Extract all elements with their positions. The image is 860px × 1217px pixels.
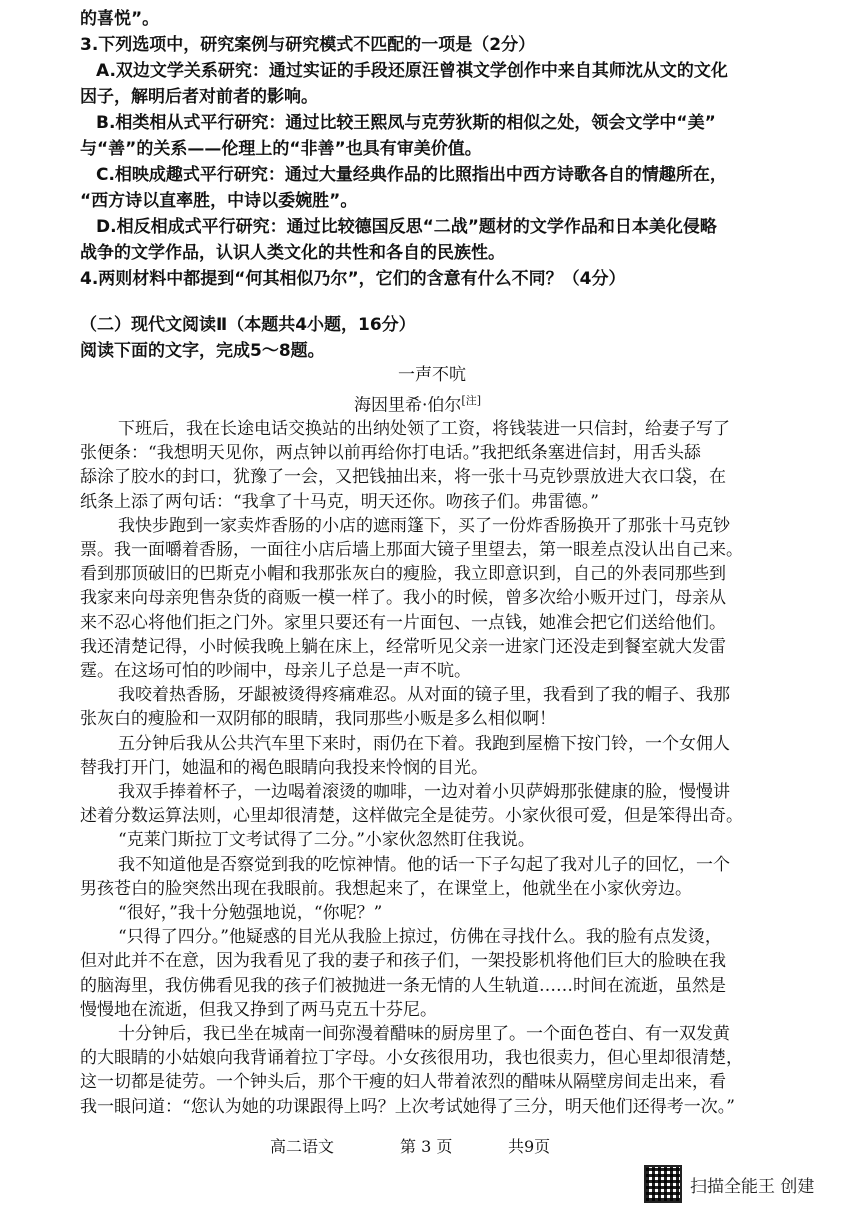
note-mark: [注] [461,394,481,407]
passage-line: 我不知道他是否察觉到我的吃惊神情。他的话一下子勾起了我对儿子的回忆，一个 [118,854,730,875]
passage-line: “只得了四分。”他疑惑的目光从我脸上掠过，仿佛在寻找什么。我的脸有点发烫， [118,927,722,948]
passage-line: “很好，”我十分勉强地说，“你呢？” [118,903,383,923]
passage-line: 五分钟后我从公共汽车里下来时，雨仍在下着。我跑到屋檐下按门铃，一个女佣人 [118,733,730,754]
passage-line: “克莱门斯拉丁文考试得了二分。”小家伙忽然盯住我说。 [118,830,535,851]
option-a: A.双边文学关系研究：通过实证的手段还原汪曾祺文学创作中来自其师沈从文的文化 [96,61,728,81]
option-d-cont: 战争的文学作品，认识人类文化的共性和各自的民族性。 [80,243,505,263]
question-3: 3.下列选项中，研究案例与研究模式不匹配的一项是（2分） [80,35,536,55]
passage-line: 张便条：“我想明天见你，两点钟以前再给你打电话。”我把纸条塞进信封，用舌头舔 [80,443,701,464]
passage-line: 我快步跑到一家卖炸香肠的小店的遮雨篷下，买了一份炸香肠换开了那张十马克钞 [118,515,730,536]
passage-line: 票。我一面嚼着香肠，一面往小店后墙上那面大镜子里望去，第一眼差点没认出自己来。 [80,540,743,560]
passage-title: 一声不吭 [398,365,466,385]
passage-line: 男孩苍白的脸突然出现在我眼前。我想起来了，在课堂上，他就坐在小家伙旁边。 [80,878,692,899]
passage-line: 十分钟后，我已坐在城南一间弥漫着醋味的厨房里了。一个面色苍白、有一双发黄 [118,1024,730,1044]
passage-line: 来不忍心将他们拒之门外。家里只要还有一片面包、一点钱，她准会把它们送给他们。 [80,612,726,633]
option-a-cont: 因子，解明后者对前者的影响。 [80,87,318,107]
passage-line: 但对此并不在意，因为我看见了我的妻子和孩子们，一架投影机将他们巨大的脸映在我 [80,951,726,972]
qr-code-icon [644,1165,682,1203]
footer-subject: 高二语文 [270,1137,335,1156]
passage-line: 慢慢地在流逝，但我又挣到了两马克五十芬尼。 [80,999,437,1020]
option-d: D.相反相成式平行研究：通过比较德国反思“二战”题材的文学作品和日本美化侵略 [96,217,717,237]
passage-line: 舔涂了胶水的封口，犹豫了一会，又把钱抽出来，将一张十马克钞票放进大衣口袋，在 [80,467,726,488]
passage-line: 张灰白的瘦脸和一双阴郁的眼睛，我同那些小贩是多么相似啊！ [80,709,556,730]
section-instruction: 阅读下面的文字，完成5～8题。 [80,341,325,361]
passage-line: 的脑海里，我仿佛看见我的孩子们被抛进一条无情的人生轨道……时间在流逝，虽然是 [80,975,726,996]
footer-page: 第 3 页 [400,1137,453,1156]
watermark-text: 扫描全能王 创建 [690,1176,815,1197]
passage-line: 霆。在这场可怕的吵闹中，母亲儿子总是一声不吭。 [80,661,471,681]
scanner-watermark [644,1164,854,1204]
option-b: B.相类相从式平行研究：通过比较王熙凤与克劳狄斯的相似之处，领会文学中“美” [96,113,716,133]
question-4: 4.两则材料中都提到“何其相似乃尔”，它们的含意有什么不同？（4分） [80,269,626,289]
section-heading: （二）现代文阅读Ⅱ（本题共4小题，16分） [80,315,416,335]
text-line: 的喜悦”。 [80,9,160,29]
passage-author [354,390,481,417]
passage-line: 纸条上添了两句话：“我拿了十马克，明天还你。吻孩子们。弗雷德。” [80,491,599,512]
author-name: 海因里希·伯尔 [354,395,462,416]
option-c-cont: “西方诗以直率胜，中诗以委婉胜”。 [80,191,358,211]
passage-line: 我双手捧着杯子，一边喝着滚烫的咖啡，一边对着小贝萨姆那张健康的脸，慢慢讲 [118,782,730,802]
footer-total: 共9页 [508,1137,551,1156]
passage-line: 这一切都是徒劳。一个钟头后，那个干瘦的妇人带着浓烈的醋味从隔壁房间走出来，看 [80,1072,726,1093]
passage-line: 述着分数运算法则，心里却很清楚，这样做完全是徒劳。小家伙很可爱，但是笨得出奇。 [80,806,743,827]
option-b-cont: 与“善”的关系——伦理上的“非善”也具有审美价值。 [80,139,482,159]
passage-line: 下班后，我在长途电话交换站的出纳处领了工资，将钱装进一只信封，给妻子写了 [118,419,730,439]
passage-line: 我咬着热香肠，牙龈被烫得疼痛难忍。从对面的镜子里，我看到了我的帽子、我那 [118,685,730,706]
passage-line: 我还清楚记得，小时候我晚上躺在床上，经常听见父亲一进家门还没走到餐室就大发雷 [80,636,726,657]
passage-line: 的大眼睛的小姑娘向我背诵着拉丁字母。小女孩很用功，我也很卖力，但心里却很清楚， [80,1048,743,1069]
passage-line: 我家来向母亲兜售杂货的商贩一模一样了。我小的时候，曾多次给小贩开过门，母亲从 [80,588,726,609]
passage-line: 替我打开门，她温和的褐色眼睛向我投来怜悯的目光。 [80,757,488,778]
option-c: C.相映成趣式平行研究：通过大量经典作品的比照指出中西方诗歌各自的情趣所在， [96,165,727,185]
passage-line: 看到那顶破旧的巴斯克小帽和我那张灰白的瘦脸，我立即意识到，自己的外表同那些到 [80,564,726,585]
passage-line: 我一眼问道：“您认为她的功课跟得上吗？上次考试她得了三分，明天他们还得考一次。” [80,1096,735,1117]
